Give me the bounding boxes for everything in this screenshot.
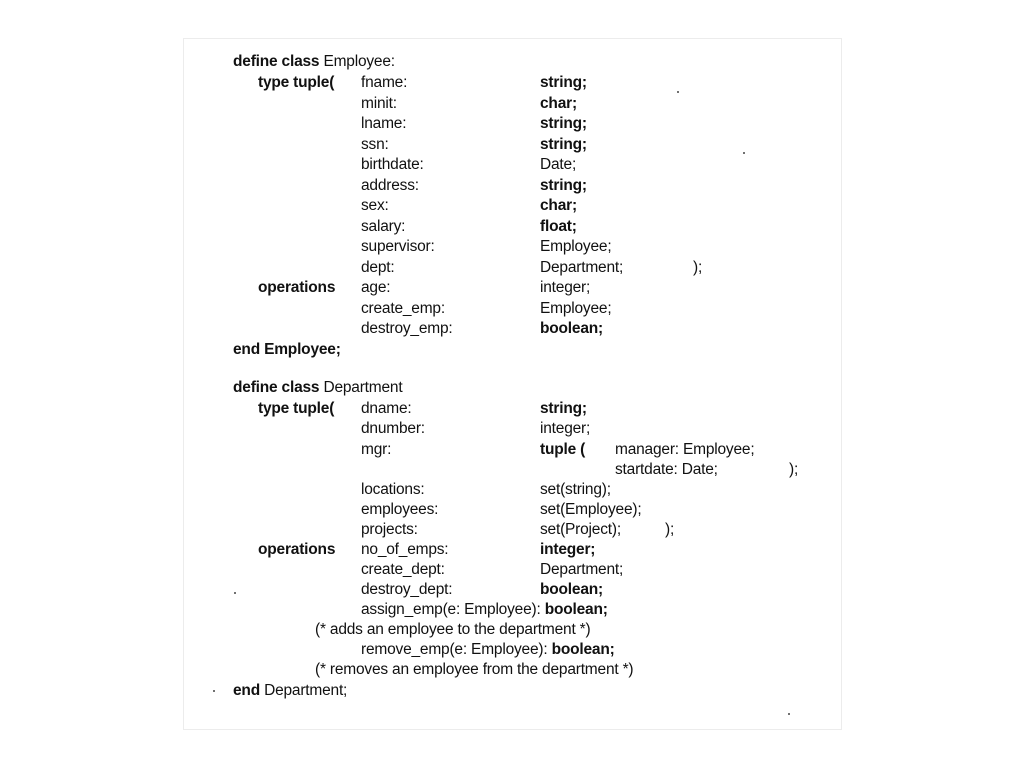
attribute-type: tuple ( — [540, 441, 586, 458]
end-class-name: Department; — [264, 682, 348, 699]
end-class-name: Employee; — [264, 341, 341, 358]
end-keyword: end — [233, 682, 260, 699]
class-name: Department — [323, 379, 403, 396]
scan-speck — [677, 91, 679, 93]
mgr-tuple-field: startdate: Date; — [615, 461, 718, 478]
scan-speck — [788, 713, 790, 715]
assign-emp-operation — [361, 601, 608, 619]
attribute-name: employees: — [361, 501, 439, 518]
attribute-name: sex: — [361, 197, 389, 214]
comment: (* adds an employee to the department *) — [315, 621, 591, 638]
attribute-name: address: — [361, 177, 419, 194]
attribute-type: string; — [540, 115, 587, 132]
scan-speck — [234, 592, 236, 594]
attribute-type: char; — [540, 197, 577, 214]
department-define-line — [233, 379, 402, 397]
class-name: Employee: — [323, 53, 395, 70]
operations-keyword: operations — [258, 541, 336, 558]
remove-emp-operation — [361, 641, 615, 659]
scan-speck — [743, 152, 745, 154]
operation-name: create_dept: — [361, 561, 445, 578]
attribute-type: set(string); — [540, 481, 611, 498]
operation-type: boolean; — [540, 320, 603, 337]
operation-signature: remove_emp(e: Employee): — [361, 641, 548, 658]
tuple-close: ); — [693, 259, 703, 276]
attribute-type: Date; — [540, 156, 577, 173]
operation-type: integer; — [540, 279, 591, 296]
attribute-type: char; — [540, 95, 577, 112]
attribute-name: locations: — [361, 481, 425, 498]
attribute-type: set(Employee); — [540, 501, 642, 518]
end-keyword: end — [233, 341, 260, 358]
operation-type: Employee; — [540, 300, 612, 317]
attribute-type: string; — [540, 400, 587, 417]
attribute-name: fname: — [361, 74, 408, 91]
attribute-type: string; — [540, 177, 587, 194]
attribute-name: mgr: — [361, 441, 392, 458]
attribute-type: float; — [540, 218, 577, 235]
operation-name: create_emp: — [361, 300, 445, 317]
attribute-type: string; — [540, 136, 587, 153]
attribute-name: dname: — [361, 400, 412, 417]
attribute-type: Employee; — [540, 238, 612, 255]
document-page — [183, 38, 842, 730]
operation-type: Department; — [540, 561, 624, 578]
operation-name: age: — [361, 279, 391, 296]
department-end-line — [233, 682, 347, 700]
type-tuple-keyword: type tuple( — [258, 400, 335, 417]
operation-return-type: boolean; — [544, 601, 608, 618]
operation-name: destroy_emp: — [361, 320, 453, 337]
attribute-name: supervisor: — [361, 238, 435, 255]
attribute-name: minit: — [361, 95, 397, 112]
operation-name: destroy_dept: — [361, 581, 453, 598]
operation-return-type: boolean; — [551, 641, 615, 658]
operation-signature: assign_emp(e: Employee): — [361, 601, 541, 618]
attribute-name: ssn: — [361, 136, 389, 153]
employee-end-line — [233, 341, 341, 359]
operation-type: integer; — [540, 541, 596, 558]
employee-define-line — [233, 53, 395, 71]
comment: (* removes an employee from the department *) — [315, 661, 634, 678]
attribute-name: lname: — [361, 115, 407, 132]
attribute-type: Department; — [540, 259, 624, 276]
mgr-tuple-close: ); — [789, 461, 799, 478]
tuple-close: ); — [665, 521, 675, 538]
define-keyword: define class — [233, 379, 320, 396]
attribute-type: set(Project); — [540, 521, 621, 538]
operation-type: boolean; — [540, 581, 603, 598]
attribute-name: salary: — [361, 218, 406, 235]
operation-name: no_of_emps: — [361, 541, 449, 558]
operations-keyword: operations — [258, 279, 336, 296]
define-keyword: define class — [233, 53, 320, 70]
attribute-name: dept: — [361, 259, 395, 276]
scan-speck — [213, 690, 215, 692]
type-tuple-keyword: type tuple( — [258, 74, 335, 91]
mgr-tuple-field: manager: Employee; — [615, 441, 755, 458]
attribute-type: integer; — [540, 420, 591, 437]
attribute-name: dnumber: — [361, 420, 425, 437]
attribute-type: string; — [540, 74, 587, 91]
attribute-name: birthdate: — [361, 156, 424, 173]
attribute-name: projects: — [361, 521, 418, 538]
